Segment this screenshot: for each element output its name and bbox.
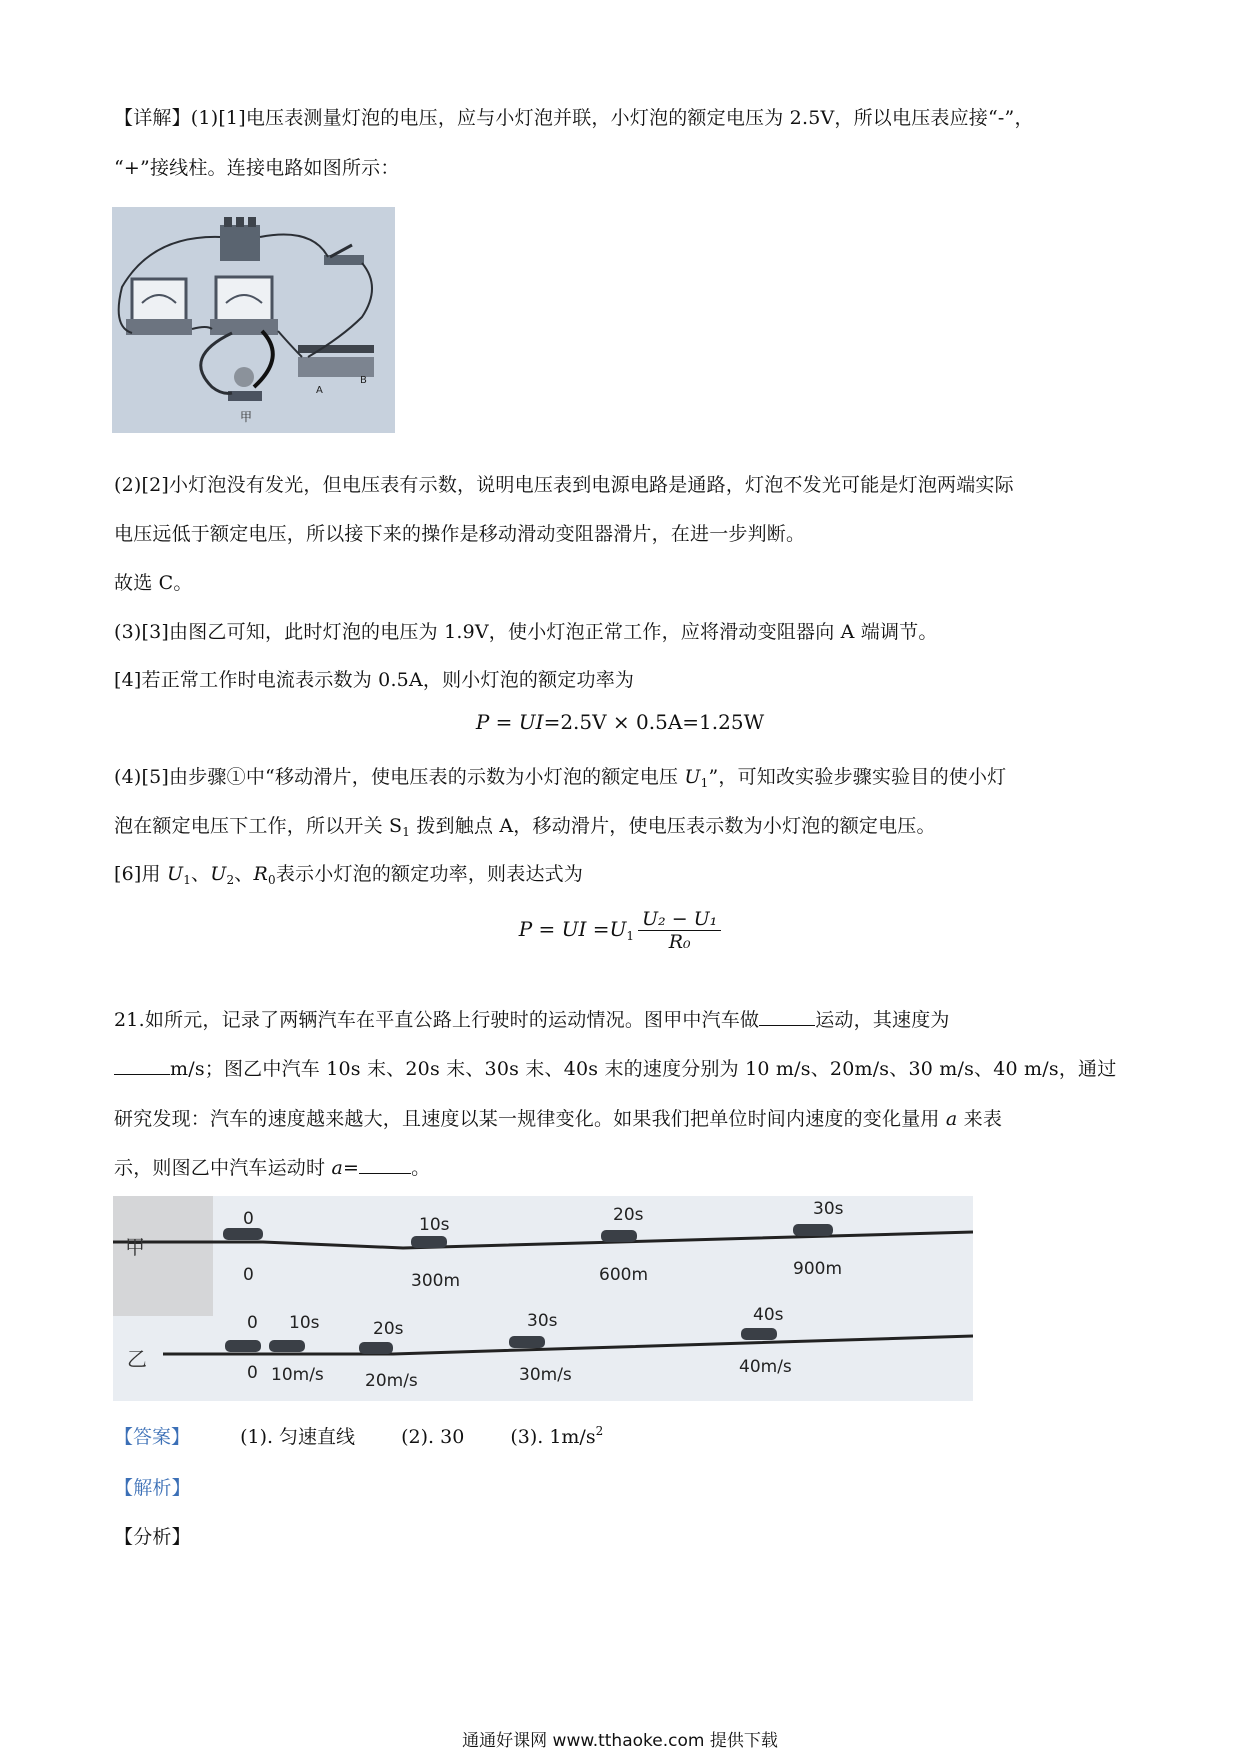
jia-dist-300m: 300m (411, 1271, 461, 1291)
motion-label-jia: 甲 (125, 1235, 145, 1259)
answer-blank-3 (359, 1155, 411, 1174)
answer-1: (1). 匀速直线 (240, 1426, 356, 1448)
detail-line-2: “+”接线柱。连接电路如图所示： (114, 157, 400, 179)
step3-line-1: (3)[3]由图乙可知，此时灯泡的电压为 1.9V，使小灯泡正常工作，应将滑动变阻器向 A 端调节。 (114, 621, 938, 643)
rheostat-end-a: A (316, 385, 323, 396)
answer-label: 【答案】 (114, 1426, 191, 1448)
step4-line-2: 泡在额定电压下工作，所以开关 $S_1$ 拨到触点 A，移动滑片，使电压表示数为小灯泡的额定电压。 (114, 815, 936, 839)
rated-power-equation: P = UI $=U_1$ $\frac{\text{U₂ − U₁}}{\text{R₀}}$ (0, 908, 1240, 953)
answer-blank-1 (759, 1007, 815, 1026)
jia-time-0: 0 (243, 1209, 254, 1229)
jia-time-30s: 30s (813, 1199, 844, 1219)
yi-time-30s: 30s (527, 1311, 558, 1331)
circuit-figure-label: 甲 (240, 410, 253, 424)
jia-dist-900m: 900m (793, 1259, 843, 1279)
rated-power-fraction: $\frac{\text{U₂ − U₁}}{\text{R₀}}$ (638, 908, 721, 953)
jia-dist-600m: 600m (599, 1265, 649, 1285)
detail-line-1: 【详解】(1)[1]电压表测量灯泡的电压，应与小灯泡并联，小灯泡的额定电压为 2.5V，所以电压表应接“-”， (114, 107, 1034, 129)
yi-time-40s: 40s (753, 1305, 784, 1325)
jia-time-20s: 20s (613, 1205, 644, 1225)
step3-line-2: [4]若正常工作时电流表示数为 0.5A，则小灯泡的额定功率为 (114, 669, 635, 691)
answer-row (114, 1422, 603, 1449)
yi-speed-10: 10m/s (271, 1365, 324, 1385)
q21-line-2: m/s；图乙中汽车 10s 末、20s 末、30s 末、40s 末的速度分别为 10 m/s、20m/s、30 m/s、40 m/s，通过 (114, 1054, 1116, 1081)
yi-speed-30: 30m/s (519, 1365, 572, 1385)
power-equation: P = UI=2.5V × 0.5A=1.25W (475, 710, 765, 734)
q21-line-4: 示，则图乙中汽车运动时 a= 。 (114, 1157, 431, 1179)
yi-speed-20: 20m/s (365, 1371, 418, 1391)
page-footer: 通通好课网 www.tthaoke.com 提供下载 (462, 1731, 778, 1751)
motion-photo (113, 1196, 973, 1401)
step2-line-3: 故选 C。 (114, 572, 193, 594)
circuit-photo (112, 207, 395, 433)
answer-blank-2 (114, 1056, 170, 1075)
q21-line-3: 研究发现：汽车的速度越来越大，且速度以某一规律变化。如果我们把单位时间内速度的变化量用 a 来表 (114, 1108, 1003, 1130)
fenxi-label: 【分析】 (114, 1526, 191, 1548)
jia-time-10s: 10s (419, 1215, 450, 1235)
yi-time-10s: 10s (289, 1313, 320, 1333)
rheostat-end-b: B (360, 375, 367, 386)
step2-line-2: 电压远低于额定电压，所以接下来的操作是移动滑动变阻器滑片，在进一步判断。 (114, 523, 806, 545)
yi-speed-0: 0 (247, 1363, 258, 1383)
step4-line-3: [6]用 $U_1$、$U_2$、$R_0$表示小灯泡的额定功率，则表达式为 (114, 863, 584, 887)
step2-line-1: (2)[2]小灯泡没有发光，但电压表有示数，说明电压表到电源电路是通路，灯泡不发光可能是灯泡两端实际 (114, 474, 1014, 496)
yi-speed-40: 40m/s (739, 1357, 792, 1377)
answer-2: (2). 30 (401, 1426, 465, 1448)
yi-time-20s: 20s (373, 1319, 404, 1339)
analysis-label: 【解析】 (114, 1477, 191, 1499)
yi-time-0: 0 (247, 1313, 258, 1333)
motion-label-yi: 乙 (127, 1347, 147, 1371)
step4-line-1: (4)[5]由步骤①中“移动滑片，使电压表的示数为小灯泡的额定电压 $U_1$”，可知改实验步骤实验目的使小灯 (114, 766, 1007, 790)
jia-dist-0: 0 (243, 1265, 254, 1285)
answer-3: (3). 1m/s2 (510, 1424, 604, 1448)
q21-line-1: 21.如所元，记录了两辆汽车在平直公路上行驶时的运动情况。图甲中汽车做 运动，其速度为 (114, 1009, 950, 1031)
